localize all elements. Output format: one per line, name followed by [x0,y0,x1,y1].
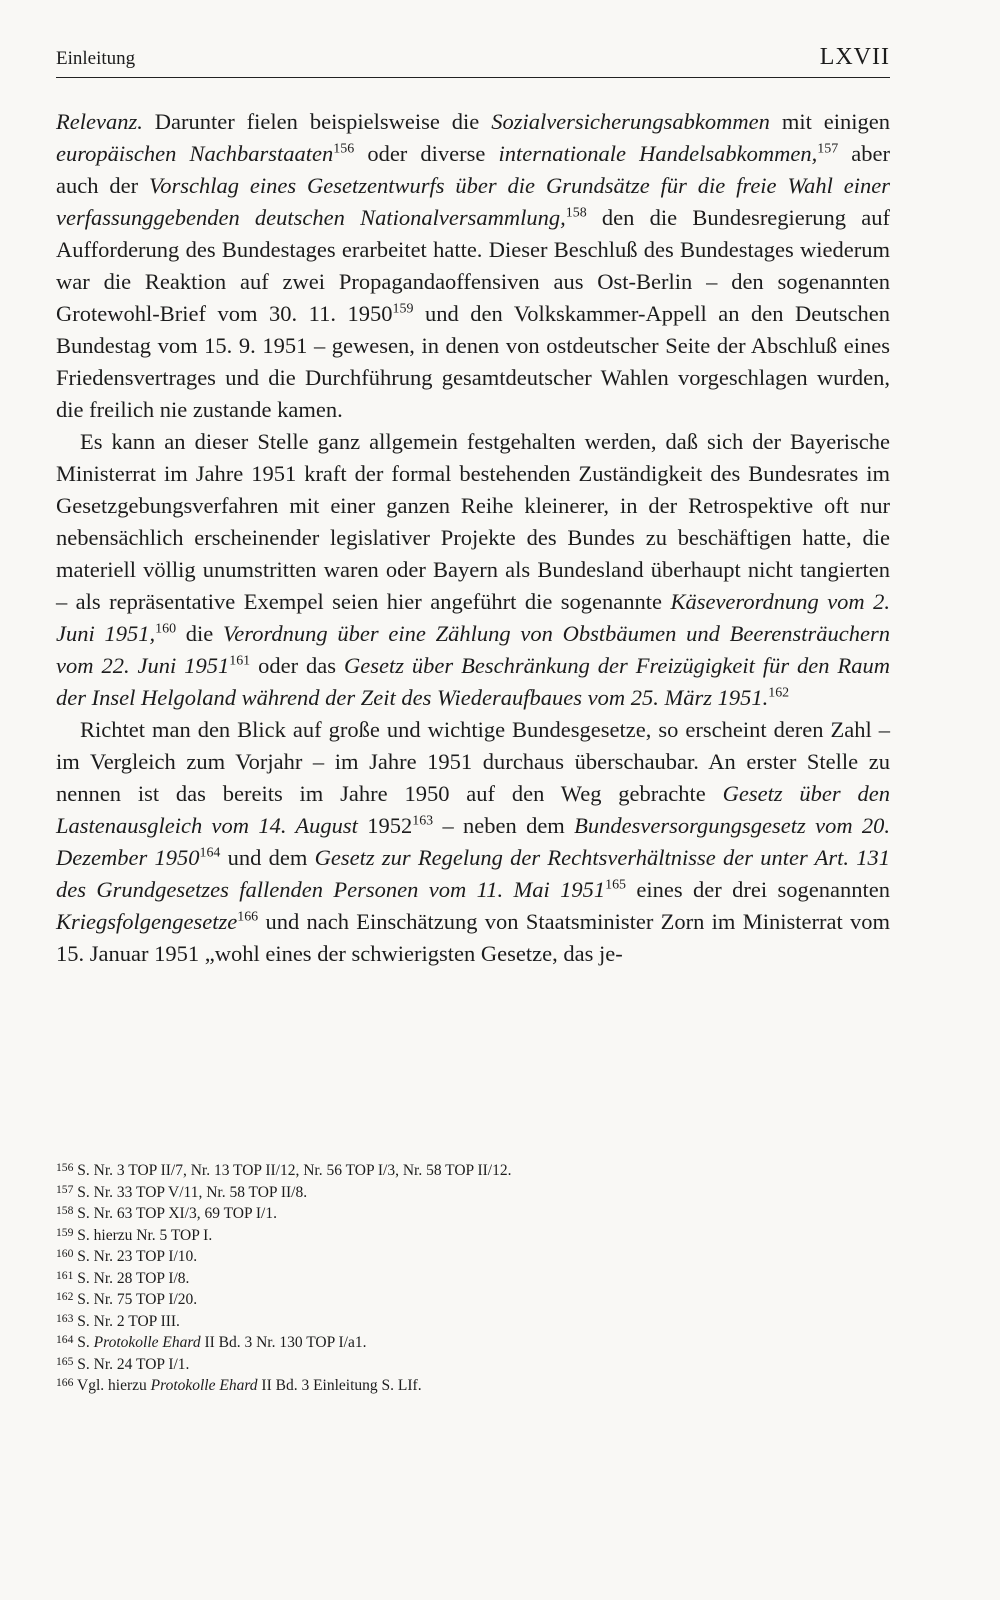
footnote-ref: 162 [768,685,790,701]
footnote [56,1375,512,1397]
italic-text: Vorschlag eines Gesetzentwurfs über die Grundsätze für die freie Wahl einer verfassunggebenden deutschen Nationalversammlung, [56,173,890,230]
footnote-ref: 161 [229,653,251,669]
italic-text: Kriegsfolgengesetze [56,909,238,934]
footnote [56,1311,512,1333]
text-run: eines der drei sogenannten [626,877,890,902]
italic-text: internationale Handelsabkommen, [498,141,818,166]
text-run: S. Nr. 2 TOP III. [77,1312,180,1330]
text-run: S. Nr. 33 TOP V/11, Nr. 58 TOP II/8. [77,1183,308,1201]
footnote-ref: 160 [155,621,177,637]
footnote-ref: 166 [237,909,259,925]
text-run: S. hierzu Nr. 5 TOP I. [77,1226,213,1244]
footnote-number: 164 [56,1332,74,1346]
italic-text: Gesetz zur Regelung der Rechtsverhältnisse der unter Art. 131 des Grundgesetzes fallenden Personen vom 11. Mai 1951 [56,845,890,902]
footnote-number: 157 [56,1182,74,1196]
footnote-ref: 158 [565,205,587,221]
text-run: S. [77,1334,94,1351]
text-run: mit einigen [769,109,890,134]
text-run: und den Volkskammer-Appell an den Deutschen Bundestag vom 15. 9. 1951 – gewesen, in denen von ostdeutscher Seite der Abschluß eines Friedensvertrages und die Durchführung gesamtdeutscher Wahlen vorgeschlagen wurden, die freilich nie zustande kamen. [56,301,891,422]
italic-text: europäischen Nachbarstaaten [56,141,334,166]
footnote [56,1246,512,1268]
footnote-number: 159 [56,1225,74,1239]
footnote-ref: 156 [333,141,355,157]
italic-text: Gesetz über den Lastenausgleich vom 14. August [56,781,890,838]
text-run: S. Nr. 75 TOP I/20. [77,1291,198,1308]
footnote-number: 156 [56,1160,74,1174]
running-header [56,0,890,71]
body-paragraph [56,426,890,714]
italic-text: Protokolle Ehard [93,1334,201,1351]
text-run: Darunter fielen beispielsweise die [142,109,492,134]
text-run: und dem [220,845,315,870]
text-run: oder das [250,653,344,678]
italic-text: Käseverordnung vom 2. Juni 1951, [56,589,890,646]
text-run: oder diverse [354,141,499,166]
footnote-ref: 164 [199,845,221,861]
italic-text: Sozialversicherungsabkommen [491,109,770,134]
footnote-ref: 157 [817,141,839,157]
footnote-number: 160 [56,1246,74,1260]
text-run: S. Nr. 63 TOP XI/3, 69 TOP I/1. [77,1205,277,1222]
text-run: II Bd. 3 Einleitung S. LIf. [257,1377,422,1394]
text-run: S. Nr. 23 TOP I/10. [77,1248,198,1265]
footnote [56,1332,512,1354]
text-run: – neben dem [433,813,575,838]
text-run: S. Nr. 3 TOP II/7, Nr. 13 TOP II/12, Nr. 56 TOP I/3, Nr. 58 TOP II/12. [77,1162,512,1179]
footnote [56,1160,512,1182]
header-rule [56,77,890,78]
italic-text: Protokolle Ehard [150,1377,258,1394]
text-run: S. Nr. 24 TOP I/1. [77,1355,190,1373]
footnote-number: 163 [56,1311,74,1325]
footnote [56,1203,512,1225]
body-paragraph [56,714,890,970]
footnote-number: 166 [56,1375,74,1389]
text-run: den die Bundesregierung auf Aufforderung des Bundestages erarbeitet hatte. Dieser Beschluß des Bundestages wiederum war die Reaktion auf zwei Propagandaoffensiven aus Ost-Berlin – den sogenannten Grotewohl-Brief vom 30. 11. 1950 [56,205,890,326]
text-run: 1952 [357,813,413,838]
text-run: Richtet man den Blick auf große und wichtige Bundesgesetze, so erscheint deren Zahl – im Vergleich zum Vorjahr – im Jahre 1951 durchaus überschaubar. An erster Stelle zu nennen ist das bereits im Jahre 1950 auf den Weg gebrachte [56,717,890,806]
italic-text: Verordnung über eine Zählung von Obstbäumen und Beerensträuchern vom 22. Juni 1951 [56,621,890,678]
text-run: Vgl. hierzu [77,1377,151,1394]
text-run: II Bd. 3 Nr. 130 TOP I/a1. [200,1334,367,1351]
footnote-number: 161 [56,1268,74,1282]
text-run: die [176,621,224,646]
text-run: aber auch der [56,141,891,198]
italic-text: Gesetz über Beschränkung der Freizügigkeit für den Raum der Insel Helgoland während der Zeit des Wiederaufbaues vom 25. März 1951. [56,653,890,710]
footnote-number: 162 [56,1289,74,1303]
footnote-number: 165 [56,1354,74,1368]
italic-text: Relevanz. [56,109,143,134]
text-run: S. Nr. 28 TOP I/8. [77,1269,190,1287]
footnote-ref: 165 [605,877,627,893]
footnote [56,1354,512,1376]
body-text [56,106,890,970]
footnote-ref: 163 [412,813,434,829]
footnote-number: 158 [56,1203,74,1217]
footnote [56,1182,512,1204]
text-run: Es kann an dieser Stelle ganz allgemein festgehalten werden, daß sich der Bayerische Ministerrat im Jahre 1951 kraft der formal bestehenden Zuständigkeit des Bundesrates im Gesetzgebungsverfahren mit einer ganzen Reihe kleinerer, in der Retrospektive oft nur nebensächlich erscheinender legislativer Projekte des Bundes zu beschäftigen hatte, die materiell völlig unumstritten waren oder Bayern als Bundesland überhaupt nicht tangierten – als repräsentative Exempel seien hier angeführt die sogenannte [56,429,890,614]
page-number: LXVII [819,44,890,70]
footnote [56,1289,512,1311]
footnotes [56,1160,512,1397]
text-run: und nach Einschätzung von Staatsminister Zorn im Ministerrat vom 15. Januar 1951 „wohl eines der schwierigsten Gesetze, das je- [56,909,890,966]
footnote-ref: 159 [392,301,414,317]
italic-text: Bundesversorgungsgesetz vom 20. Dezember 1950 [56,813,891,870]
footnote [56,1225,512,1247]
footnote [56,1268,512,1290]
section-title: Einleitung [56,48,136,69]
body-paragraph [56,106,890,426]
